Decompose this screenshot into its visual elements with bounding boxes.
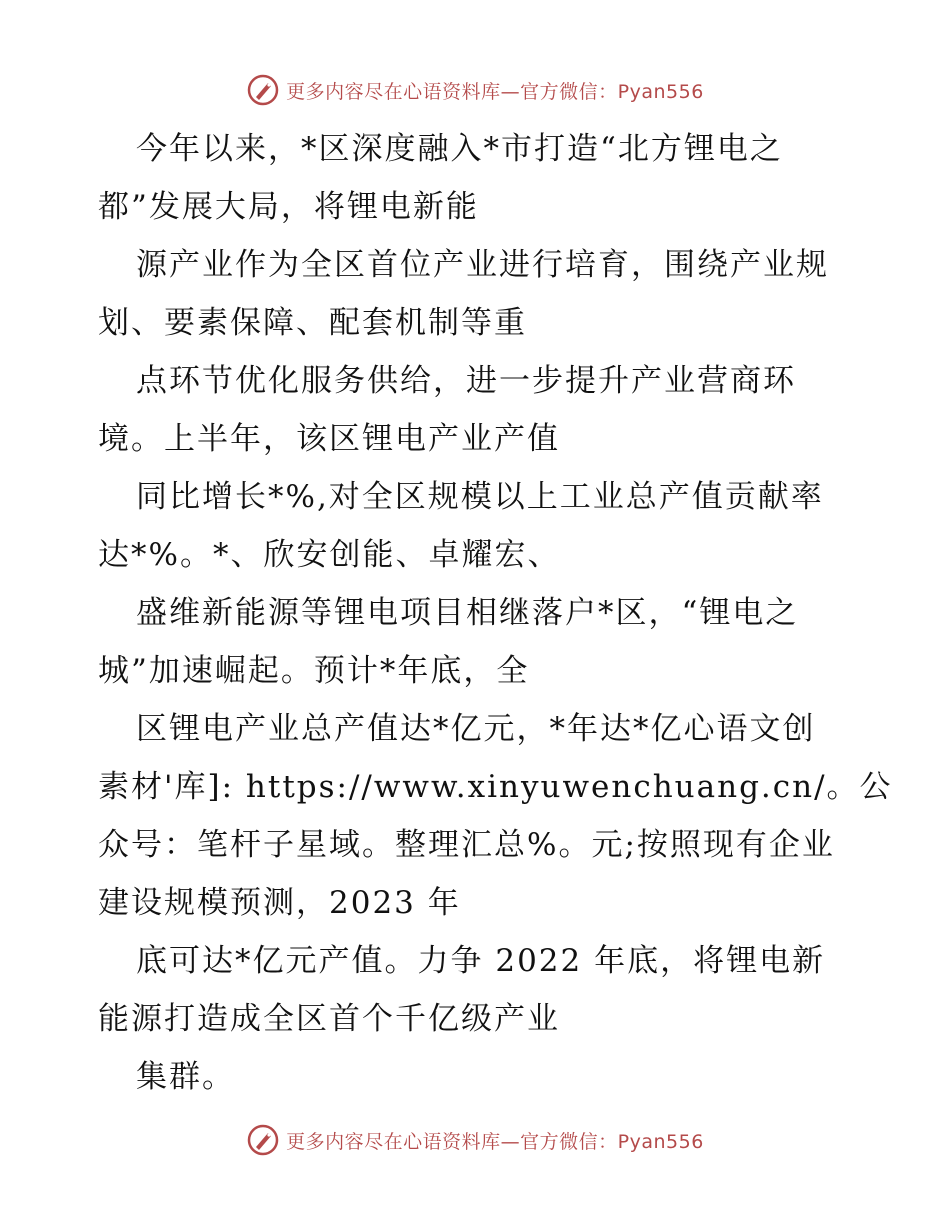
body-line: 划、要素保障、配套机制等重 (98, 305, 527, 341)
body-line: 境。上半年，该区锂电产业产值 (98, 421, 560, 457)
body-line: 区锂电产业总产值达*亿元，*年达*亿心语文创 (136, 711, 816, 747)
body-line: 素材'库]: https://www.xinyuwenchuang.cn/。公 (98, 769, 893, 805)
body-line: 建设规模预测，2023 年 (98, 885, 461, 921)
body-line: 同比增长*%,对全区规模以上工业总产值贡献率 (136, 479, 824, 515)
body-line: 点环节优化服务供给，进一步提升产业营商环 (136, 363, 796, 399)
body-line: 源产业作为全区首位产业进行培育，围绕产业规 (136, 247, 829, 283)
body-line: 都”发展大局，将锂电新能 (98, 189, 479, 225)
body-line: 众号：笔杆子星域。整理汇总%。元;按照现有企业 (98, 827, 835, 863)
body-line: 盛维新能源等锂电项目相继落户*区，“锂电之 (136, 595, 799, 631)
footer-watermark-text: 更多内容尽在心语资料库—官方微信：Pyan556 (286, 1130, 704, 1153)
body-line: 底可达*亿元产值。力争 2022 年底，将锂电新 (136, 943, 826, 979)
body-line: 达*%。*、欣安创能、卓耀宏、 (98, 537, 561, 573)
header-watermark (0, 70, 950, 110)
body-line: 今年以来，*区深度融入*市打造“北方锂电之 (136, 131, 783, 167)
body-line: 城”加速崛起。预计*年底，全 (98, 653, 530, 689)
header-watermark-text: 更多内容尽在心语资料库—官方微信：Pyan556 (286, 80, 704, 103)
pen-nib-icon (246, 73, 280, 107)
body-line: 集群。 (136, 1059, 235, 1095)
pen-nib-icon (246, 1123, 280, 1157)
body-line: 能源打造成全区首个千亿级产业 (98, 1001, 560, 1037)
document-body (98, 120, 893, 1106)
footer-watermark (0, 1120, 950, 1160)
